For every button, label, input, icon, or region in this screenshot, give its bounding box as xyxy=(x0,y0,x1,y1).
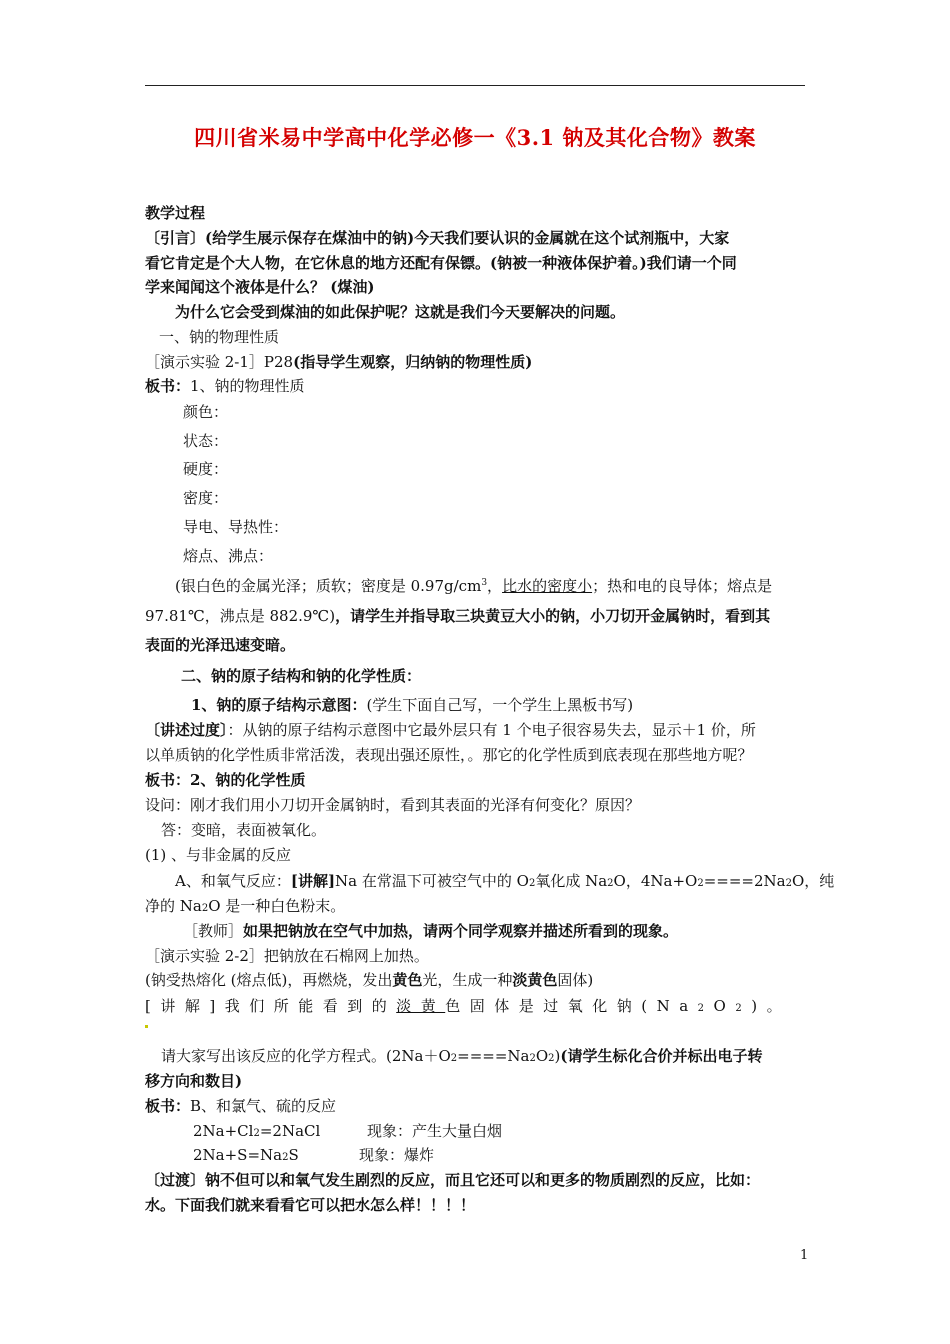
paragraph-line: 板书：1、钠的物理性质 xyxy=(145,377,305,395)
paragraph-line: 净的 Na2O 是一种白色粉末。 xyxy=(145,897,346,915)
paragraph-line: 1、钠的原子结构示意图：(学生下面自己写，一个学生上黑板书写) xyxy=(191,696,634,714)
paragraph-line: 表面的光泽迅速变暗。 xyxy=(145,636,296,654)
paragraph-line: 〔讲述过度〕：从钠的原子结构示意图中它最外层只有 1 个电子很容易失去，显示＋1 价，所 xyxy=(145,721,756,739)
document-title: 四川省米易中学高中化学必修一《3.1 钠及其化合物》教案 xyxy=(194,125,756,150)
paragraph-line: 〔过渡〕钠不但可以和氧气发生剧烈的反应，而且它还可以和更多的物质剧烈的反应，比如： xyxy=(145,1171,761,1189)
property-item: 熔点、沸点： xyxy=(183,547,274,565)
paragraph-line: 板书：2、钠的化学性质 xyxy=(145,771,306,789)
equation-line: 2Na+Cl2=2NaCl xyxy=(193,1122,321,1140)
paragraph-line: (钠受热熔化 (熔点低)，再燃烧，发出黄色光，生成一种淡黄色固体) xyxy=(145,971,594,989)
stray-mark xyxy=(145,1025,148,1028)
paragraph-line: 〔引言〕(给学生展示保存在煤油中的钠)今天我们要认识的金属就在这个试剂瓶中，大家 xyxy=(145,229,730,247)
paragraph-line: ［教师］如果把钠放在空气中加热，请两个同学观察并描述所看到的现象。 xyxy=(183,922,679,940)
paragraph-line: A、和氧气反应：[讲解]Na 在常温下可被空气中的 O2氧化成 Na2O，4Na+O2====2Na2O，纯 xyxy=(175,872,835,890)
property-item: 颜色： xyxy=(183,403,229,421)
paragraph-line: 为什么它会受到煤油的如此保护呢？这就是我们今天要解决的问题。 xyxy=(175,303,626,321)
section-heading: 教学过程 xyxy=(145,204,206,222)
phenomenon-text: 现象：爆炸 xyxy=(359,1146,435,1164)
subheading: 二、钠的原子结构和钠的化学性质： xyxy=(181,667,422,685)
paragraph-line: (1) 、与非金属的反应 xyxy=(145,846,292,864)
property-item: 状态： xyxy=(183,432,229,450)
header-rule xyxy=(145,85,805,86)
paragraph-line: 移方向和数目) xyxy=(145,1072,243,1090)
subheading: 一、钠的物理性质 xyxy=(159,328,280,346)
paragraph-line: 水。下面我们就来看看它可以把水怎么样！！！！ xyxy=(145,1196,476,1214)
property-item: 硬度： xyxy=(183,460,229,478)
paragraph-line: 板书：B、和氯气、硫的反应 xyxy=(145,1097,337,1115)
paragraph-line: ［演示实验 2-2］把钠放在石棉网上加热。 xyxy=(145,947,429,965)
paragraph-line: [讲解]我们所能看到的淡黄色固体是过氧化钠(Na2O2)。 xyxy=(145,997,792,1015)
paragraph-line: 请大家写出该反应的化学方程式。(2Na＋O2====Na2O2)(请学生标化合价并标出电子转 xyxy=(161,1047,763,1065)
property-item: 导电、导热性： xyxy=(183,518,289,536)
equation-line: 2Na+S=Na2S xyxy=(193,1146,299,1164)
page-number: 1 xyxy=(800,1248,809,1263)
paragraph-line: 学来闻闻这个液体是什么？ (煤油) xyxy=(145,278,375,296)
paragraph-line: 97.81℃，沸点是 882.9℃)，请学生并指导取三块黄豆大小的钠，小刀切开金属钠时，看到其 xyxy=(145,607,771,625)
paragraph-line: 看它肯定是个大人物，在它休息的地方还配有保镖。(钠被一种液体保护着。)我们请一个同 xyxy=(145,254,737,272)
paragraph-line: 设问：刚才我们用小刀切开金属钠时，看到其表面的光泽有何变化？原因？ xyxy=(145,796,641,814)
phenomenon-text: 现象：产生大量白烟 xyxy=(367,1122,503,1140)
property-item: 密度： xyxy=(183,489,229,507)
paragraph-line: 以单质钠的化学性质非常活泼，表现出强还原性，。那它的化学性质到底表现在那些地方呢？ xyxy=(145,746,753,764)
paragraph-line: (银白色的金属光泽；质软；密度是 $0.97g/cm^3$，比水的密度小；热和电的良导体；熔点是 xyxy=(175,577,773,595)
paragraph-line: ［演示实验 2-1］P28(指导学生观察，归纳钠的物理性质) xyxy=(145,353,533,371)
paragraph-line: 答：变暗，表面被氧化。 xyxy=(161,821,327,839)
